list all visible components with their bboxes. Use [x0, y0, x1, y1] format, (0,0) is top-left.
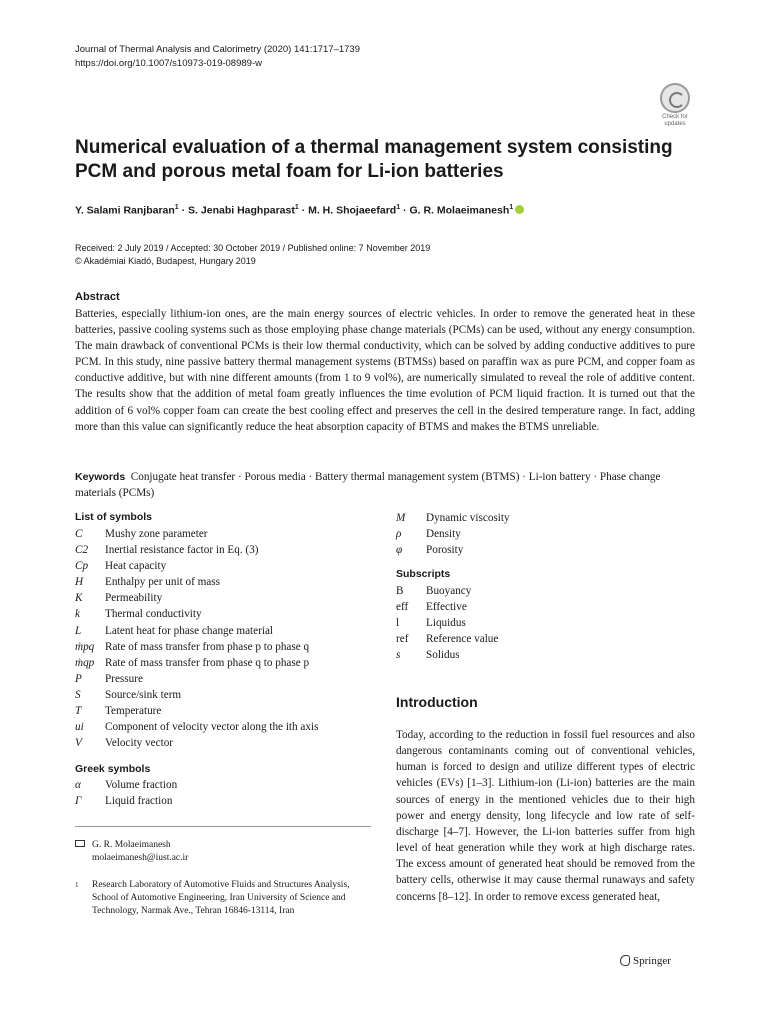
author-name: G. R. Molaeimanesh [409, 204, 510, 217]
symbol-row [396, 526, 696, 542]
symbol-row [75, 606, 375, 622]
subscripts-heading: Subscripts [396, 568, 451, 580]
symbol: ui [75, 721, 84, 734]
springer-horse-icon [620, 955, 630, 966]
symbol: Cp [75, 560, 89, 573]
journal-citation: Journal of Thermal Analysis and Calorimetry (2020) 141:1717–1739 [75, 44, 360, 55]
introduction-text: Today, according to the reduction in fossil fuel resources and also dangerous contaminants coming out of conventional vehicles, human is forced to design and utilize different types of electric vehicles (EVs) [1–3]. Lithium-ion (Li-ion) batteries are the main sources of energy in the mentioned vehicles due to their high power and energy density, long lifecycle and low rate of self-discharge [4–7]. However, the Li-ion batteries suffer from high level of heat generation while they work at high discharge rates. The excess amount of generated heat should be removed from the battery cells, otherwise it may cause thermal runaways and safety concerns [8–12]. In order to remove excess generated heat, [396, 729, 695, 903]
symbol-row [75, 574, 375, 590]
symbols-list-continued [396, 510, 696, 558]
copyright-line: © Akadémiai Kiadó, Budapest, Hungary 2019 [75, 256, 256, 266]
affiliation-text: Research Laboratory of Automotive Fluids and Structures Analysis, School of Automotive Engineering, Iran University of Science and Technology, Narmak Ave., Tehran 16846-13114, Iran [92, 880, 350, 916]
article-history [75, 242, 430, 268]
keywords [75, 469, 695, 501]
paper-title: Numerical evaluation of a thermal management system consisting PCM and porous metal foam for Li-ion batteries [75, 137, 673, 182]
symbol: k [75, 608, 80, 621]
publisher-logo [620, 955, 671, 967]
symbol-description: Inertial resistance factor in Eq. (3) [105, 544, 259, 557]
symbol-row [396, 583, 696, 599]
symbol-row [75, 777, 375, 793]
symbols-list [75, 526, 375, 751]
symbol-description: Pressure [105, 672, 143, 685]
symbol-description: Liquid fraction [105, 795, 173, 808]
symbol-description: Mushy zone parameter [105, 528, 208, 540]
symbol: s [396, 649, 401, 662]
symbol-row [396, 542, 696, 558]
abstract-text: Batteries, especially lithium-ion ones, are the main energy sources of electric vehicles. In order to remove the generated heat in these batteries, passive cooling systems such as those employing phase change materials (PCMs) can be used, without any energy consumption. The main drawback of conventional PCMs is their low thermal conductivity, which can be solved by adding conductive additives to pure PCM. In this study, nine passive battery thermal management systems (BTMSs) based on paraffin wax as pure PCM, and copper foam as conductive additive, but with nine different amounts (from 1 to 9 vol%), are numerically simulated to reveal the role of additive content. The results show that the addition of metal foam greatly influences the time evolution of PCM liquid fraction. It is turned out that the addition of 6 vol% copper foam can create the best cooling effect and preserves the cell in the desired temperature range. In fact, adding more than this value can significantly reduce the heat absorption capacity of BTMS and makes the BTMS unreliable. [75, 308, 695, 433]
symbol-description: Density [426, 528, 461, 541]
symbol: B [396, 585, 404, 597]
symbol-description: Component of velocity vector along the ith axis [105, 721, 319, 734]
symbol-row [75, 590, 375, 606]
symbol-row [75, 735, 375, 751]
subscripts-list [396, 583, 696, 663]
author-affil-marker: 1 [509, 204, 514, 211]
article-dates: Received: 2 July 2019 / Accepted: 30 October 2019 / Published online: 7 November 2019 [75, 243, 431, 253]
symbol-row [396, 510, 696, 526]
doi-link[interactable]: https://doi.org/10.1007/s10973-019-08989-w [75, 58, 262, 69]
keywords-label: Keywords [75, 471, 126, 483]
author-name: Y. Salami Ranjbaran [75, 204, 175, 217]
footnote-divider [75, 826, 371, 827]
corresponding-email[interactable]: molaeimanesh@iust.ac.ir [92, 853, 189, 863]
introduction-heading: Introduction [396, 694, 478, 710]
greek-symbols-list [75, 777, 375, 809]
symbol-row [396, 647, 696, 663]
symbol-description: Buoyancy [426, 585, 472, 597]
symbol: K [75, 592, 83, 605]
symbol-row [396, 615, 696, 631]
symbol-description: Latent heat for phase change material [105, 624, 274, 637]
symbol: eff [396, 601, 409, 614]
symbol: C2 [75, 544, 89, 557]
keywords-text: Conjugate heat transfer · Porous media · Battery thermal management system (BTMS) · Li-ion battery · Phase change materials (PCMs) [75, 471, 661, 499]
symbol: α [75, 779, 81, 791]
symbol-row [75, 655, 375, 671]
symbol-row [75, 558, 375, 574]
symbol: P [75, 672, 82, 685]
symbol-description: Porosity [426, 544, 464, 557]
symbol-row [75, 703, 375, 719]
check-updates-label: Check for updates [662, 114, 688, 127]
corresponding-author: G. R. Molaeimanesh [92, 840, 171, 850]
publisher-name: Springer [633, 955, 671, 967]
symbol-description: Rate of mass transfer from phase q to phase p [105, 656, 310, 669]
check-updates-icon [660, 83, 690, 113]
abstract-heading: Abstract [75, 291, 120, 303]
symbol: S [75, 688, 81, 701]
author-list: Y. Salami Ranjbaran$^1$ · S. Jenabi Haghparast$^1$ · M. H. Shojaeefard$^1$ · G. R. Molaeimanesh$^1$ [75, 204, 524, 217]
symbol: C [75, 528, 83, 540]
symbol: l [396, 617, 400, 630]
symbol-description: Heat capacity [105, 560, 167, 573]
symbol-description: Rate of mass transfer from phase p to phase q [105, 640, 310, 653]
symbol-row [396, 599, 696, 615]
symbol: ref [396, 633, 409, 646]
symbol-row [75, 793, 375, 809]
symbol-description: Liquidus [426, 617, 466, 630]
symbol-description: Velocity vector [105, 737, 174, 750]
symbol: ṁpq [75, 640, 95, 653]
symbol-description: Volume fraction [105, 779, 178, 791]
journal-header [75, 43, 360, 71]
affiliation [75, 879, 375, 918]
symbol: ṁqp [75, 656, 95, 669]
symbol-row [75, 639, 375, 655]
symbol: Γ [75, 795, 82, 808]
affiliation-number: 1 [75, 881, 79, 889]
symbol: T [75, 705, 82, 718]
symbol-row [75, 671, 375, 687]
symbol-row [75, 687, 375, 703]
symbol-description: Thermal conductivity [105, 608, 202, 621]
symbol: M [396, 512, 406, 524]
symbol-description: Temperature [105, 705, 162, 718]
orcid-icon[interactable] [515, 205, 524, 214]
symbol-description: Enthalpy per unit of mass [105, 576, 220, 589]
symbol-description: Permeability [105, 592, 163, 605]
symbol: H [75, 576, 84, 589]
symbol-description: Solidus [426, 649, 460, 662]
author-name: M. H. Shojaeefard [308, 204, 397, 217]
author-name: S. Jenabi Haghparast [188, 204, 295, 217]
symbol-row [75, 542, 375, 558]
symbol-description: Dynamic viscosity [426, 512, 510, 524]
symbol-row [396, 631, 696, 647]
symbol: L [75, 624, 82, 637]
correspondence [75, 839, 375, 865]
symbol-row [75, 526, 375, 542]
symbol: V⃗ [75, 737, 91, 750]
symbol-description: Effective [426, 601, 467, 614]
symbol: φ [396, 544, 403, 557]
author-affil-marker: 1 [174, 204, 179, 211]
symbol-row [75, 719, 375, 735]
symbol-description: Source/sink term [105, 688, 182, 701]
author-affil-marker: 1 [396, 204, 401, 211]
symbols-heading: List of symbols [75, 511, 153, 523]
author-affil-marker: 1 [294, 204, 299, 211]
symbol-row [75, 623, 375, 639]
symbol: ρ [396, 528, 402, 541]
symbol-description: Reference value [426, 633, 499, 646]
envelope-icon [75, 840, 85, 847]
check-for-updates-badge[interactable] [656, 83, 694, 128]
greek-symbols-heading: Greek symbols [75, 763, 151, 775]
